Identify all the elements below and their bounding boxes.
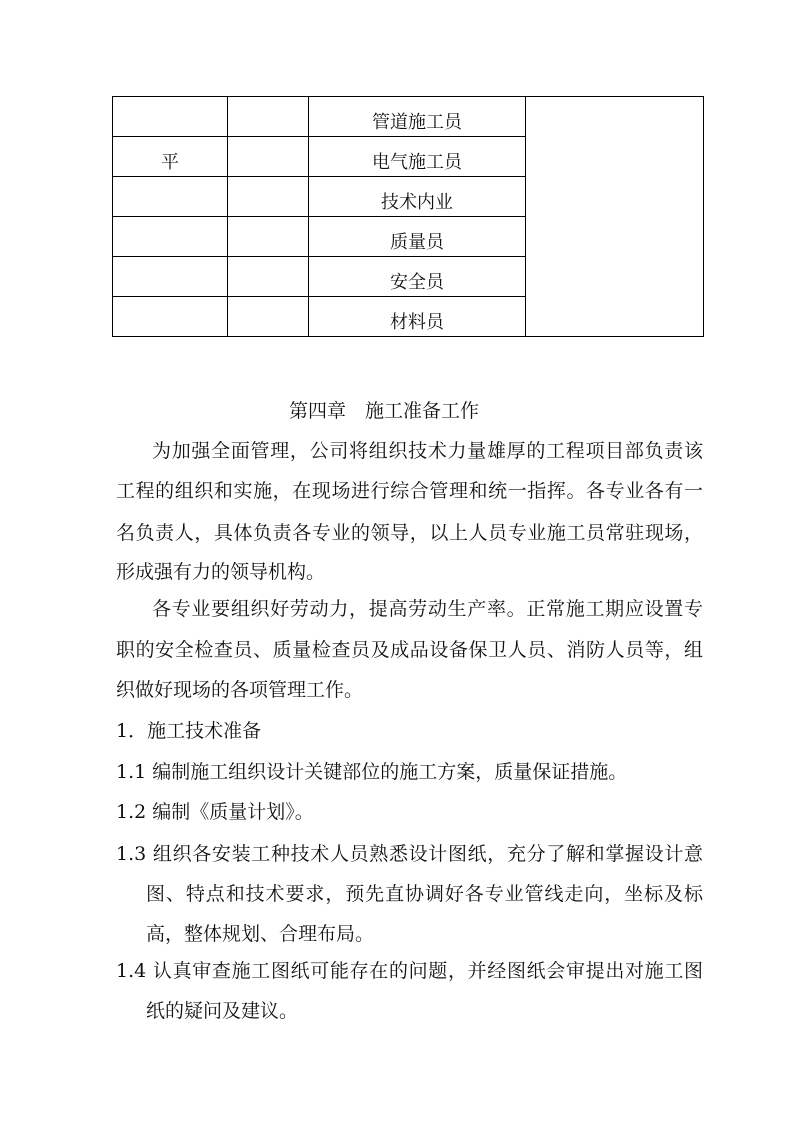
table-cell	[228, 297, 309, 337]
table-cell	[113, 257, 228, 297]
table-cell	[113, 177, 228, 217]
text-line: 工程的组织和实施，在现场进行综合管理和统一指挥。各专业各有一	[116, 480, 703, 502]
table-cell: 材料员	[309, 297, 526, 337]
table-cell: 平	[113, 137, 228, 177]
table-cell	[228, 97, 309, 137]
table-cell: 质量员	[309, 217, 526, 257]
text-line: 名负责人，具体负责各专业的领导，以上人员专业施工员常驻现场，	[116, 522, 703, 544]
table-cell	[113, 97, 228, 137]
table-cell	[113, 217, 228, 257]
table-cell	[228, 217, 309, 257]
table-cell: 电气施工员	[309, 137, 526, 177]
text-line: 职的安全检查员、质量检查员及成品设备保卫人员、消防人员等，组	[116, 639, 703, 661]
table-cell-merged	[526, 97, 704, 337]
staff-table	[112, 96, 704, 337]
text-line: 1．施工技术准备	[116, 720, 262, 742]
table-row	[113, 97, 704, 137]
text-line: 形成强有力的领导机构。	[116, 561, 326, 583]
text-line: 高，整体规划、合理布局。	[146, 923, 375, 945]
text-line: 图、特点和技术要求，预先直协调好各专业管线走向，坐标及标	[146, 883, 703, 905]
chapter-title: 第四章 施工准备工作	[289, 400, 480, 422]
text-line: 各专业要组织好劳动力，提高劳动生产率。正常施工期应设置专	[152, 598, 703, 620]
table-cell	[228, 177, 309, 217]
table-cell	[228, 137, 309, 177]
table-cell	[228, 257, 309, 297]
table-cell: 安全员	[309, 257, 526, 297]
text-line: 1.2 编制《质量计划》。	[116, 801, 314, 823]
text-line: 织做好现场的各项管理工作。	[116, 679, 364, 701]
table-cell: 技术内业	[309, 177, 526, 217]
text-line: 1.4 认真审查施工图纸可能存在的问题，并经图纸会审提出对施工图	[116, 960, 703, 982]
text-line: 1.3 组织各安装工种技术人员熟悉设计图纸，充分了解和掌握设计意	[116, 843, 703, 865]
text-line: 为加强全面管理，公司将组织技术力量雄厚的工程项目部负责该	[152, 440, 703, 462]
text-line: 1.1 编制施工组织设计关键部位的施工方案，质量保证措施。	[116, 761, 628, 783]
table-cell	[113, 297, 228, 337]
text-line: 纸的疑问及建议。	[146, 1000, 299, 1022]
table-cell: 管道施工员	[309, 97, 526, 137]
